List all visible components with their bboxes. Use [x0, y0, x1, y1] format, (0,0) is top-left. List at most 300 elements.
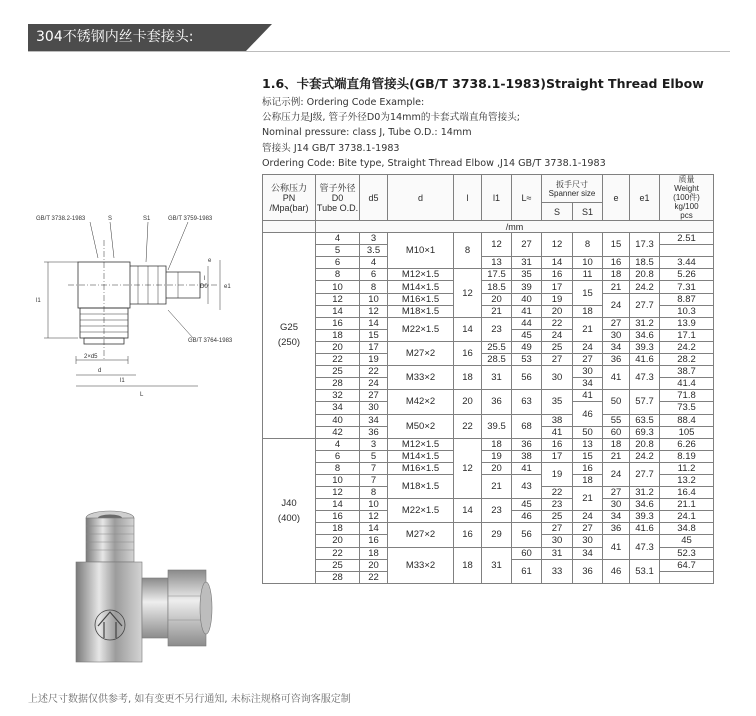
cell-S1: 24 [573, 341, 603, 353]
cell-d5: 14 [360, 317, 388, 329]
cell-e1: 39.3 [630, 341, 660, 353]
cell-L: 68 [512, 414, 542, 438]
cell-d0: 5 [316, 245, 360, 257]
cell-d0: 10 [316, 474, 360, 486]
cell-weight: 2.51 [660, 233, 714, 245]
cell-d5: 3.5 [360, 245, 388, 257]
cell-weight [660, 245, 714, 257]
cell-S: 12 [542, 233, 573, 257]
cell-weight: 64.7 [660, 559, 714, 571]
header-pn-cn: 公称压力 [270, 182, 307, 193]
pressure-class: G25 [280, 322, 298, 334]
cell-d5: 19 [360, 354, 388, 366]
cell-l: 12 [454, 438, 482, 498]
cell-weight: 41.4 [660, 378, 714, 390]
header-e: e [603, 175, 630, 221]
table-row [263, 317, 714, 329]
cell-d0: 8 [316, 269, 360, 281]
cell-S1: 34 [573, 378, 603, 390]
cell-d: M18×1.5 [388, 305, 454, 317]
cell-weight: 11.2 [660, 462, 714, 474]
cell-L: 35 [512, 269, 542, 281]
cell-d5: 7 [360, 474, 388, 486]
cell-L: 46 [512, 511, 542, 523]
cell-L: 53 [512, 354, 542, 366]
header-weight [660, 175, 714, 221]
cell-l: 16 [454, 523, 482, 547]
cell-S1: 21 [573, 317, 603, 341]
cell-l: 8 [454, 233, 482, 269]
cell-d0: 12 [316, 293, 360, 305]
cell-e: 41 [603, 535, 630, 559]
spec-table-body [263, 233, 714, 584]
cell-weight: 88.4 [660, 414, 714, 426]
header-unit: /mm [316, 221, 714, 233]
cell-weight: 3.44 [660, 257, 714, 269]
table-row [263, 438, 714, 450]
header-spanner [542, 175, 603, 203]
cell-e1: 57.7 [630, 390, 660, 414]
info-line: Ordering Code: Bite type, Straight Thread Elbow ,J14 GB/T 3738.1-1983 [262, 157, 606, 169]
cell-e: 15 [603, 233, 630, 257]
cell-e: 24 [603, 462, 630, 486]
cell-weight: 17.1 [660, 329, 714, 341]
cell-e: 16 [603, 257, 630, 269]
cell-d: M42×2 [388, 390, 454, 414]
cell-d0: 42 [316, 426, 360, 438]
table-row [263, 293, 714, 305]
cell-S: 22 [542, 317, 573, 329]
cell-L: 36 [512, 438, 542, 450]
cell-d: M14×1.5 [388, 450, 454, 462]
cell-d5: 14 [360, 523, 388, 535]
spec-table [262, 174, 714, 584]
cell-S: 38 [542, 414, 573, 426]
cell-l1: 31 [482, 547, 512, 583]
cell-d0: 4 [316, 233, 360, 245]
cell-d5: 8 [360, 281, 388, 293]
cell-d: M50×2 [388, 414, 454, 438]
cell-S1: 36 [573, 559, 603, 583]
cell-l1: 20 [482, 462, 512, 474]
cell-d5: 20 [360, 559, 388, 571]
cell-S1: 24 [573, 511, 603, 523]
cell-d5: 18 [360, 547, 388, 559]
pressure-bar: (400) [277, 512, 301, 524]
cell-d0: 14 [316, 499, 360, 511]
table-row [263, 366, 714, 378]
cell-e: 18 [603, 269, 630, 281]
header-d0-en: Tube O.D. [316, 202, 359, 213]
header-d: d [388, 175, 454, 221]
cell-d: M16×1.5 [388, 462, 454, 474]
cell-e: 34 [603, 341, 630, 353]
cell-S: 27 [542, 354, 573, 366]
cell-weight: 13.2 [660, 474, 714, 486]
cell-weight: 71.8 [660, 390, 714, 402]
cell-S: 41 [542, 426, 573, 438]
cell-d5: 6 [360, 269, 388, 281]
cell-d5: 22 [360, 571, 388, 583]
cell-S: 16 [542, 438, 573, 450]
cell-S1: 10 [573, 257, 603, 269]
cell-weight: 5.26 [660, 269, 714, 281]
header-weight-note: (100件) [673, 193, 700, 202]
drawing-label-l1b: l1 [120, 378, 125, 384]
cell-L: 44 [512, 317, 542, 329]
cell-d0: 40 [316, 414, 360, 426]
cell-l1: 21 [482, 474, 512, 498]
drawing-label-gb3: GB/T 3764-1983 [188, 338, 233, 344]
table-row [263, 499, 714, 511]
cell-S: 24 [542, 329, 573, 341]
table-row [263, 341, 714, 353]
cell-d0: 16 [316, 511, 360, 523]
cell-e: 46 [603, 559, 630, 583]
info-line: Nominal pressure: class J, Tube O.D.: 14mm [262, 127, 472, 139]
cell-e: 34 [603, 511, 630, 523]
table-row [263, 450, 714, 462]
cell-weight: 8.19 [660, 450, 714, 462]
table-row [263, 257, 714, 269]
cell-S1: 15 [573, 281, 603, 305]
cell-S: 35 [542, 390, 573, 414]
product-heading: 1.6、卡套式端直角管接头(GB/T 3738.1-1983)Straight Thread Elbow [262, 76, 704, 91]
cell-e1: 47.3 [630, 366, 660, 390]
cell-d0: 25 [316, 559, 360, 571]
cell-l: 16 [454, 341, 482, 365]
cell-weight: 45 [660, 535, 714, 547]
cell-l1: 39.5 [482, 414, 512, 438]
cell-d0: 20 [316, 535, 360, 547]
header-pn-unit: /Mpa(bar) [269, 202, 309, 213]
cell-e: 24 [603, 293, 630, 317]
cell-d0: 8 [316, 462, 360, 474]
header-weight-unit: kg/100 [674, 202, 699, 211]
cell-d0: 28 [316, 571, 360, 583]
cell-weight: 24.1 [660, 511, 714, 523]
cell-e: 36 [603, 523, 630, 535]
cell-d5: 22 [360, 366, 388, 378]
cell-e1: 34.6 [630, 329, 660, 341]
cell-S: 16 [542, 269, 573, 281]
cell-d0: 16 [316, 317, 360, 329]
cell-S: 19 [542, 293, 573, 305]
section-banner: 304不锈钢内丝卡套接头: [28, 24, 246, 51]
cell-d0: 6 [316, 450, 360, 462]
cell-e: 41 [603, 366, 630, 390]
cell-d: M12×1.5 [388, 438, 454, 450]
drawing-label-d0: D0 [200, 284, 208, 290]
cell-d5: 10 [360, 499, 388, 511]
cell-S: 30 [542, 535, 573, 547]
cell-l1: 18 [482, 438, 512, 450]
cell-d0: 34 [316, 402, 360, 414]
cell-d: M27×2 [388, 341, 454, 365]
cell-e1: 17.3 [630, 233, 660, 257]
header-d0 [316, 175, 360, 221]
cell-L: 43 [512, 474, 542, 498]
cell-S1: 8 [573, 233, 603, 257]
cell-e1: 18.5 [630, 257, 660, 269]
cell-d0: 20 [316, 341, 360, 353]
drawing-label-gb2: GB/T 3759-1983 [168, 216, 213, 222]
cell-l1: 29 [482, 523, 512, 547]
header-l1: l1 [482, 175, 512, 221]
table-row [263, 269, 714, 281]
cell-d5: 15 [360, 329, 388, 341]
cell-e: 50 [603, 390, 630, 414]
info-line: 公称压力是J级, 管子外径D0为14mm的卡套式端直角管接头; [262, 112, 521, 124]
cell-l1: 19 [482, 450, 512, 462]
cell-L: 61 [512, 559, 542, 583]
header-d0-cn: 管子外径 [319, 182, 356, 193]
banner-rule [28, 51, 730, 52]
info-line: 标记示例: Ordering Code Example: [262, 97, 425, 108]
cell-weight: 21.1 [660, 499, 714, 511]
cell-d0: 4 [316, 438, 360, 450]
drawing-label-gb1: GB/T 3738.2-1983 [36, 216, 86, 222]
cell-S: 31 [542, 547, 573, 559]
cell-l: 18 [454, 366, 482, 390]
cell-d0: 22 [316, 354, 360, 366]
table-row [263, 390, 714, 402]
cell-d5: 34 [360, 414, 388, 426]
cell-l: 12 [454, 269, 482, 317]
drawing-label-s1: S1 [143, 216, 151, 222]
cell-d: M14×1.5 [388, 281, 454, 293]
header-pn-blank [263, 221, 316, 233]
cell-e1: 24.2 [630, 281, 660, 293]
cell-e1: 27.7 [630, 293, 660, 317]
cell-l: 22 [454, 414, 482, 438]
cell-d0: 18 [316, 329, 360, 341]
cell-d0: 12 [316, 487, 360, 499]
cell-S: 20 [542, 305, 573, 317]
cell-S1: 15 [573, 450, 603, 462]
cell-d0: 6 [316, 257, 360, 269]
cell-l1: 20 [482, 293, 512, 305]
cell-l1: 31 [482, 366, 512, 390]
cell-e: 21 [603, 450, 630, 462]
cell-e1: 34.6 [630, 499, 660, 511]
cell-L: 39 [512, 281, 542, 293]
pressure-bar: (250) [277, 337, 301, 349]
cell-L: 60 [512, 547, 542, 559]
table-row [263, 462, 714, 474]
info-line: 管接头 J14 GB/T 3738.1-1983 [262, 142, 400, 154]
cell-d0: 32 [316, 390, 360, 402]
drawing-label-e1: e1 [224, 284, 231, 290]
header-pn-en: PN [282, 192, 296, 203]
cell-d: M27×2 [388, 523, 454, 547]
cell-S: 27 [542, 523, 573, 535]
table-row [263, 281, 714, 293]
cell-weight [660, 571, 714, 583]
cell-d5: 5 [360, 450, 388, 462]
cell-d5: 24 [360, 378, 388, 390]
header-e1: e1 [630, 175, 660, 221]
cell-d5: 7 [360, 462, 388, 474]
cell-l1: 17.5 [482, 269, 512, 281]
cell-d5: 12 [360, 305, 388, 317]
cell-l1: 23 [482, 499, 512, 523]
technical-drawing [28, 200, 258, 400]
cell-weight: 8.87 [660, 293, 714, 305]
cell-l1: 25.5 [482, 341, 512, 353]
cell-d0: 25 [316, 366, 360, 378]
cell-weight: 38.7 [660, 366, 714, 378]
cell-e1: 69.3 [630, 426, 660, 438]
cell-weight: 16.4 [660, 487, 714, 499]
drawing-label-d: d [98, 368, 102, 374]
cell-S1: 18 [573, 474, 603, 486]
cell-e: 60 [603, 426, 630, 438]
cell-S1: 41 [573, 390, 603, 402]
cell-weight: 10.3 [660, 305, 714, 317]
cell-d5: 30 [360, 402, 388, 414]
ordering-info [262, 95, 606, 171]
cell-e: 27 [603, 487, 630, 499]
cell-S: 25 [542, 511, 573, 523]
cell-e: 21 [603, 281, 630, 293]
table-row [263, 523, 714, 535]
product-photo [70, 508, 220, 678]
cell-d: M33×2 [388, 547, 454, 583]
cell-weight: 28.2 [660, 354, 714, 366]
cell-L: 40 [512, 293, 542, 305]
cell-e1: 63.5 [630, 414, 660, 426]
cell-e: 27 [603, 317, 630, 329]
cell-L: 49 [512, 341, 542, 353]
cell-L: 31 [512, 257, 542, 269]
cell-e: 30 [603, 499, 630, 511]
pressure-class: J40 [281, 497, 297, 509]
cell-S: 17 [542, 281, 573, 293]
cell-e1: 41.6 [630, 523, 660, 535]
cell-S1: 46 [573, 402, 603, 426]
cell-S: 25 [542, 341, 573, 353]
cell-d0: 14 [316, 305, 360, 317]
cell-S1: 30 [573, 535, 603, 547]
header-weight-en: Weight [674, 184, 699, 193]
cell-S1: 30 [573, 366, 603, 378]
cell-d: M12×1.5 [388, 269, 454, 281]
cell-d5: 3 [360, 233, 388, 245]
cell-L: 45 [512, 329, 542, 341]
cell-e1: 20.8 [630, 438, 660, 450]
cell-weight: 52.3 [660, 547, 714, 559]
cell-l1: 18.5 [482, 281, 512, 293]
cell-d5: 3 [360, 438, 388, 450]
header-L: L≈ [512, 175, 542, 221]
table-row [263, 414, 714, 426]
cell-l: 14 [454, 499, 482, 523]
header-d5: d5 [360, 175, 388, 221]
cell-d5: 12 [360, 511, 388, 523]
cell-d0: 10 [316, 281, 360, 293]
cell-weight: 24.2 [660, 341, 714, 353]
cell-S1: 50 [573, 426, 603, 438]
cell-L: 41 [512, 305, 542, 317]
cell-d: M22×1.5 [388, 317, 454, 341]
cell-e1: 20.8 [630, 269, 660, 281]
cell-e1: 31.2 [630, 487, 660, 499]
cell-e1: 31.2 [630, 317, 660, 329]
cell-e: 55 [603, 414, 630, 426]
cell-l: 20 [454, 390, 482, 414]
cell-l1: 12 [482, 233, 512, 257]
cell-e1: 27.7 [630, 462, 660, 486]
drawing-label-l1: l1 [36, 298, 41, 304]
pressure-class-cell [263, 233, 316, 439]
cell-L: 56 [512, 366, 542, 390]
cell-l1: 36 [482, 390, 512, 414]
cell-L: 45 [512, 499, 542, 511]
cell-S: 14 [542, 257, 573, 269]
cell-S1: 27 [573, 354, 603, 366]
cell-L: 27 [512, 233, 542, 257]
cell-l: 14 [454, 317, 482, 341]
cell-l1: 23 [482, 317, 512, 341]
cell-S: 23 [542, 499, 573, 511]
cell-weight: 13.9 [660, 317, 714, 329]
cell-e1: 53.1 [630, 559, 660, 583]
cell-l1: 13 [482, 257, 512, 269]
cell-S: 22 [542, 487, 573, 499]
cell-e1: 47.3 [630, 535, 660, 559]
cell-d5: 16 [360, 535, 388, 547]
cell-L: 38 [512, 450, 542, 462]
footer-note: 上述尺寸数据仅供参考, 如有变更不另行通知, 未标注规格可咨询客服定制 [28, 694, 351, 705]
cell-S1: 16 [573, 462, 603, 474]
header-spanner-en: Spanner size [548, 188, 596, 198]
cell-S1: 34 [573, 547, 603, 559]
cell-l1: 21 [482, 305, 512, 317]
header-weight-pcs: pcs [680, 211, 693, 220]
cell-weight: 34.8 [660, 523, 714, 535]
drawing-label-e: e [208, 258, 212, 264]
cell-e: 36 [603, 354, 630, 366]
cell-d0: 22 [316, 547, 360, 559]
header-d0-symbol: D0 [331, 192, 344, 203]
cell-S: 30 [542, 366, 573, 390]
cell-S1: 27 [573, 523, 603, 535]
cell-l: 18 [454, 547, 482, 583]
header-spanner-cn: 扳手尺寸 [556, 179, 588, 189]
drawing-label-L: L [140, 392, 144, 398]
cell-d5: 10 [360, 293, 388, 305]
cell-L: 41 [512, 462, 542, 474]
cell-d: M33×2 [388, 366, 454, 390]
cell-d5: 17 [360, 341, 388, 353]
cell-d0: 18 [316, 523, 360, 535]
cell-e1: 24.2 [630, 450, 660, 462]
cell-S: 19 [542, 462, 573, 486]
table-row [263, 233, 714, 245]
pressure-class-cell [263, 438, 316, 583]
header-l: l [454, 175, 482, 221]
cell-e: 30 [603, 329, 630, 341]
cell-weight: 73.5 [660, 402, 714, 414]
cell-L: 56 [512, 523, 542, 547]
cell-d5: 36 [360, 426, 388, 438]
header-pn [263, 175, 316, 221]
cell-S1: 11 [573, 269, 603, 281]
drawing-label-l: l [204, 276, 206, 282]
cell-d5: 8 [360, 487, 388, 499]
cell-d: M18×1.5 [388, 474, 454, 498]
